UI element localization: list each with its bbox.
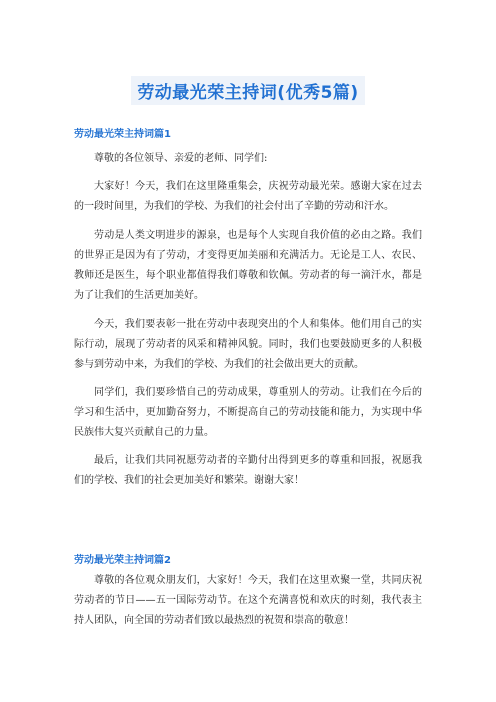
section-heading-2: 劳动最光荣主持词篇2 [74, 555, 171, 566]
document-title: 劳动最光荣主持词(优秀5篇) [131, 76, 364, 105]
title-wrap [0, 76, 496, 105]
paragraph-1-3: 劳动是人类文明进步的源泉，也是每个人实现自我价值的必由之路。我们的世界正是因为有了劳动，才变得更加美丽和充满活力。无论是工人、农民、教师还是医生，每个职业都值得我们尊敬和钦佩。劳动者的每一滴汗水，都是为了让我们的生活更加美好。 [74, 230, 422, 301]
paragraph-1-4: 今天，我们要表彰一批在劳动中表现突出的个人和集体。他们用自己的实际行动，展现了劳动者的风采和精神风貌。同时，我们也要鼓励更多的人积极参与到劳动中来，为我们的学校、为我们的社会做出更大的贡献。 [74, 319, 422, 370]
paragraph-2-1: 尊敬的各位观众朋友们，大家好！今天，我们在这里欢聚一堂，共同庆祝劳动者的节日——五一国际劳动节。在这个充满喜悦和欢庆的时刻，我代表主持人团队，向全国的劳动者们致以最热烈的祝贺和崇高的敬意！ [74, 575, 422, 626]
section-heading-1: 劳动最光荣主持词篇1 [74, 129, 171, 140]
paragraph-1-5: 同学们，我们要珍惜自己的劳动成果，尊重别人的劳动。让我们在今后的学习和生活中，更加勤奋努力，不断提高自己的劳动技能和能力，为实现中华民族伟大复兴贡献自己的力量。 [74, 387, 422, 438]
paragraph-1-1: 尊敬的各位领导、亲爱的老师、同学们: [94, 153, 268, 164]
paragraph-1-2: 大家好！今天，我们在这里隆重集会，庆祝劳动最光荣。感谢大家在过去的一段时间里，为我们的学校、为我们的社会付出了辛勤的劳动和汗水。 [74, 181, 422, 212]
paragraph-1-6: 最后，让我们共同祝愿劳动者的辛勤付出得到更多的尊重和回报，祝愿我们的学校、我们的社会更加美好和繁荣。谢谢大家！ [74, 455, 422, 486]
